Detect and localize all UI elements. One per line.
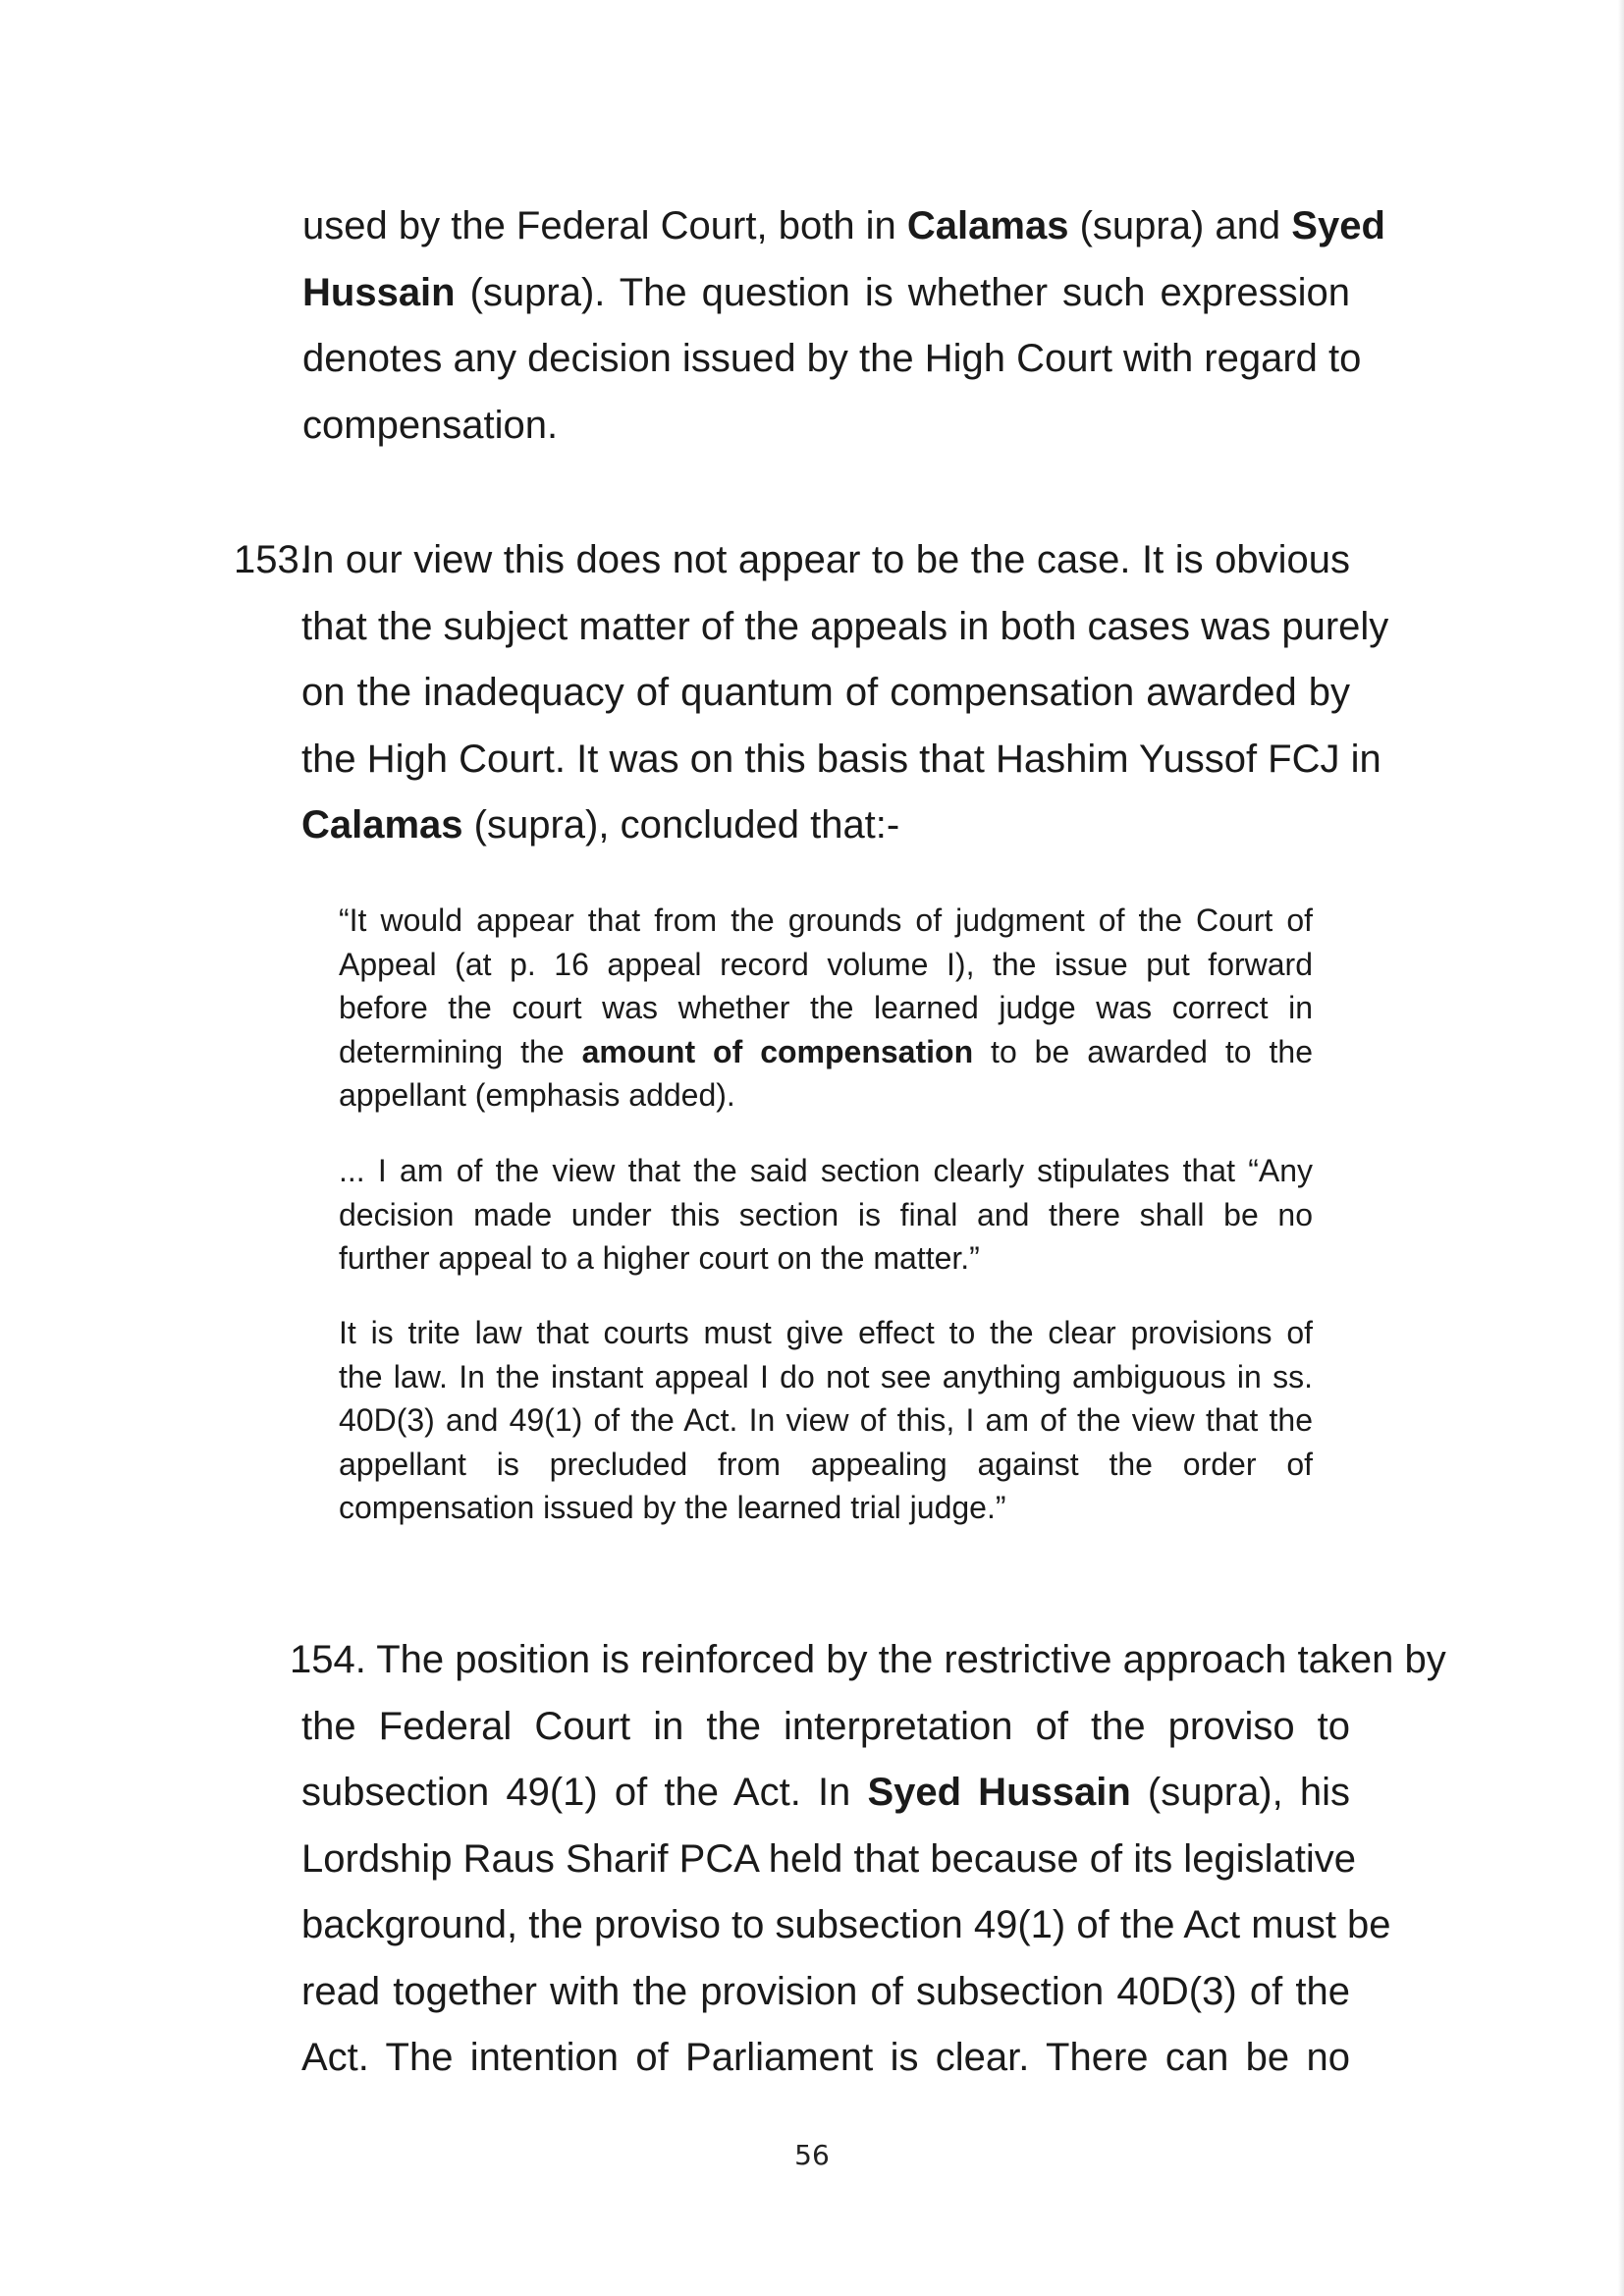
page-edge-shadow: [1618, 0, 1624, 2296]
case-name-bold: Calamas: [906, 204, 1069, 247]
text-line: read together with the provision of subsection 40D(3) of the: [301, 1969, 1350, 2013]
text-line: determining the amount of compensation to be awarded to the: [339, 1033, 1313, 1069]
text-line: 154. The position is reinforced by the restrictive approach taken by: [290, 1638, 1446, 1681]
text-line: “It would appear that from the grounds of judgment of the Court of: [339, 902, 1313, 938]
text-line: 40D(3) and 49(1) of the Act. In view of this, I am of the view that the: [339, 1402, 1313, 1438]
page-number: 56: [794, 2139, 830, 2171]
paragraph-154-body: [301, 1694, 1391, 2092]
text-line: the High Court. It was on this basis that Hashim Yussof FCJ in: [301, 737, 1381, 781]
text-line: subsection 49(1) of the Act. In Syed Hussain (supra), his: [301, 1771, 1351, 1814]
text-line: before the court was whether the learned judge was correct in: [339, 990, 1313, 1025]
text-line: Hussain (supra). The question is whether such expression: [302, 270, 1350, 314]
case-name-bold: Hussain: [302, 270, 456, 314]
text-line: the Federal Court in the interpretation of the proviso to: [301, 1704, 1350, 1748]
quotation-block-1: [339, 899, 1313, 1118]
text-line: ... I am of the view that the said section clearly stipulates that “Any: [339, 1153, 1313, 1188]
text-line: that the subject matter of the appeals in both cases was purely: [301, 604, 1389, 648]
paragraph-153: [301, 527, 1389, 859]
case-name-bold: Calamas: [301, 803, 463, 847]
text-line: It is trite law that courts must give effect to the clear provisions of: [339, 1315, 1313, 1350]
text-line: used by the Federal Court, both in Calamas (supra) and Syed: [302, 204, 1385, 247]
text-line: background, the proviso to subsection 49(1) of the Act must be: [301, 1903, 1391, 1946]
text-line: the law. In the instant appeal I do not see anything ambiguous in ss.: [339, 1358, 1313, 1394]
text-line: appellant (emphasis added).: [339, 1077, 735, 1113]
paragraph-154: [290, 1627, 1446, 1694]
text-line: further appeal to a higher court on the matter.”: [339, 1240, 980, 1276]
quotation-block-2: [339, 1149, 1313, 1281]
text-line: decision made under this section is final and there shall be no: [339, 1196, 1313, 1232]
case-name-bold: Syed: [1291, 204, 1385, 247]
text-line: on the inadequacy of quantum of compensation awarded by: [301, 671, 1350, 714]
paragraph-intro: [302, 193, 1385, 459]
text-line: Act. The intention of Parliament is clear. There can be no: [301, 2036, 1350, 2079]
paragraph-number-153: 153.: [234, 538, 310, 581]
text-line: compensation.: [302, 403, 559, 447]
emphasis-bold: amount of compensation: [581, 1033, 974, 1069]
text-line: compensation issued by the learned trial judge.”: [339, 1490, 1006, 1525]
text-line: Appeal (at p. 16 appeal record volume I), the issue put forward: [339, 946, 1313, 982]
text-line: appellant is precluded from appealing against the order of: [339, 1446, 1313, 1482]
text-line: Calamas (supra), concluded that:-: [301, 803, 900, 847]
text-line: Lordship Raus Sharif PCA held that because of its legislative: [301, 1836, 1356, 1881]
case-name-bold: Syed Hussain: [867, 1771, 1131, 1814]
quotation-block-3: [339, 1311, 1313, 1530]
text-line: denotes any decision issued by the High Court with regard to: [302, 337, 1362, 380]
text-line: In our view this does not appear to be the case. It is obvious: [301, 538, 1350, 581]
